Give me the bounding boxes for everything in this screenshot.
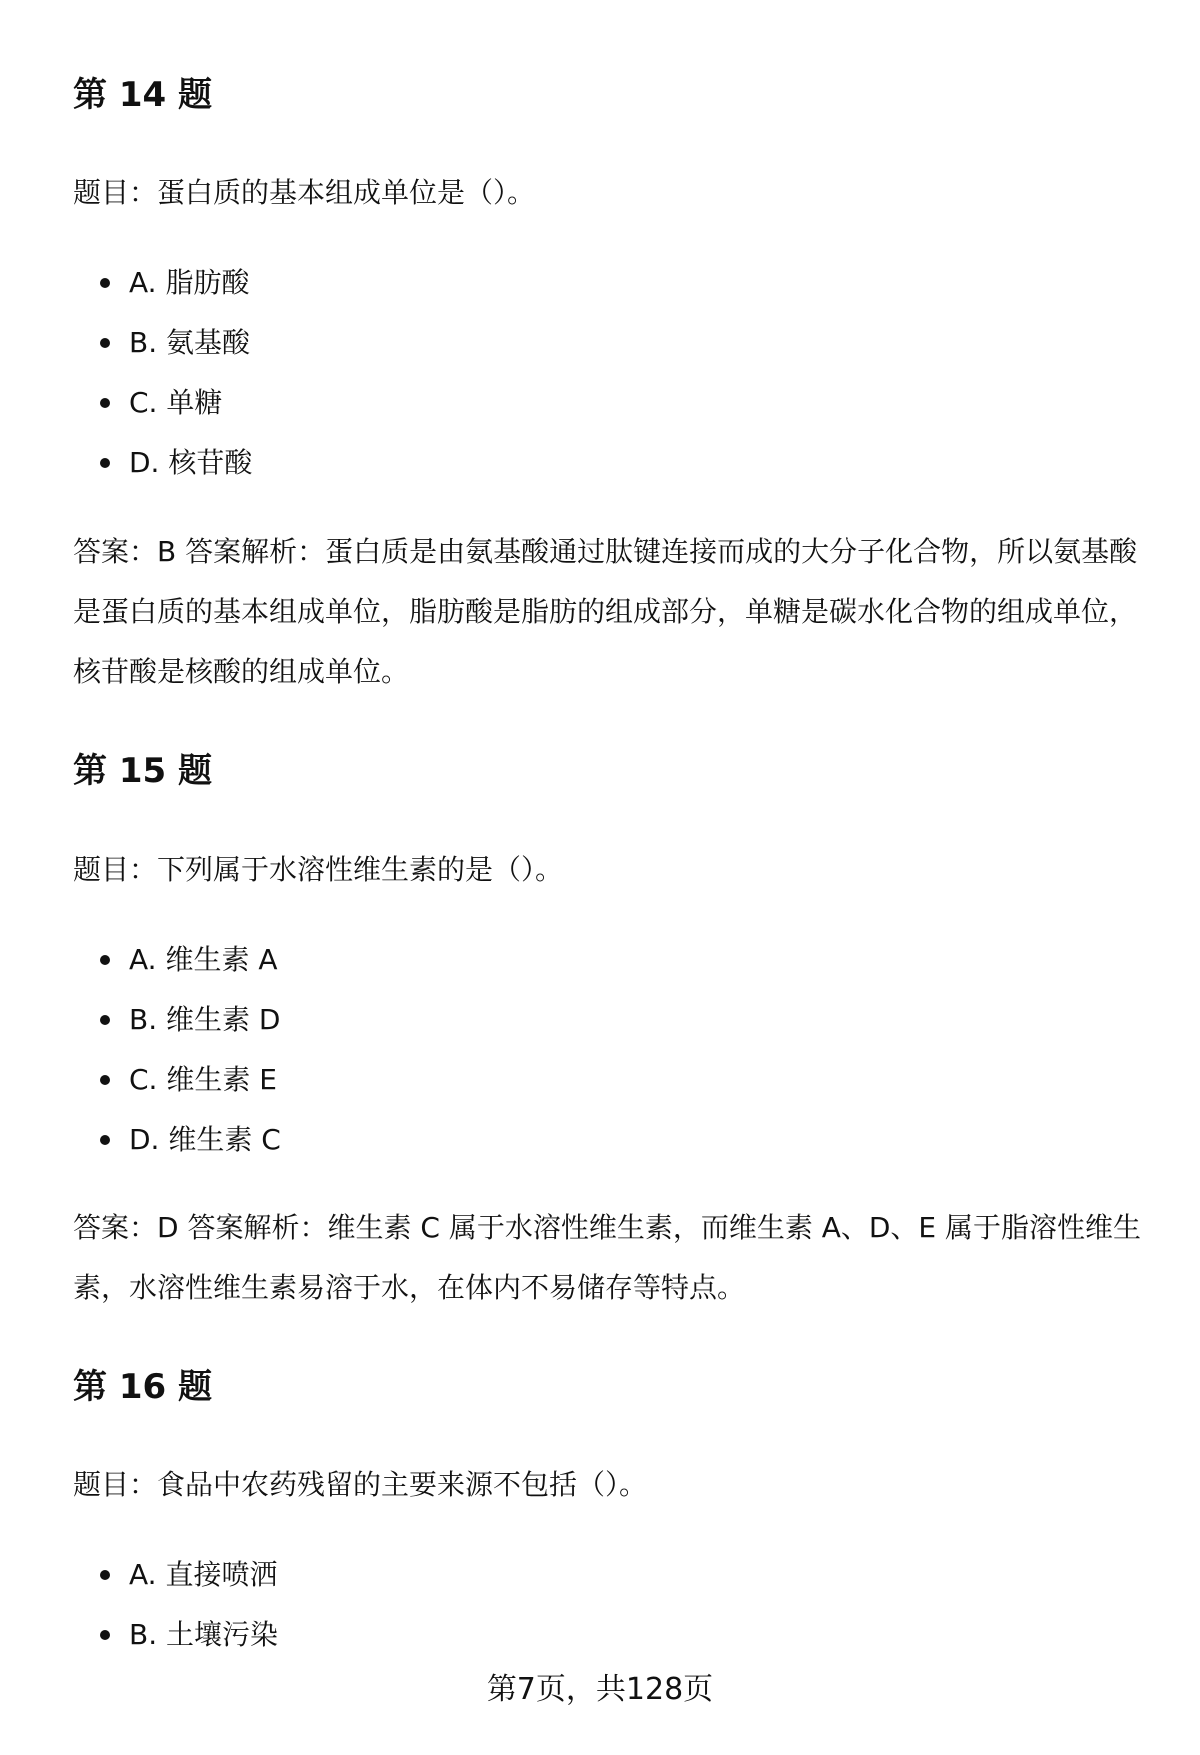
question-15-title: 第 15 题 (73, 751, 212, 791)
question-14-stem: 题目：蛋白质的基本组成单位是（）。 (73, 176, 536, 209)
option-c (73, 373, 252, 433)
option-label: B. 氨基酸 (129, 326, 251, 359)
option-label: C. 维生素 E (129, 1063, 277, 1096)
bullet-icon (100, 278, 110, 288)
question-16-options (73, 1545, 278, 1665)
bullet-icon (100, 1570, 110, 1580)
question-14-title: 第 14 题 (73, 75, 212, 115)
bullet-icon (100, 1630, 110, 1640)
question-14-answer: 答案：B 答案解析：蛋白质是由氨基酸通过肽键连接而成的大分子化合物，所以氨基酸是蛋白质的基本组成单位，脂肪酸是脂肪的组成部分，单糖是碳水化合物的组成单位，核苷酸是核酸的组成单位。 (73, 535, 1138, 688)
page-number: 第7页，共128页 (486, 1672, 714, 1707)
bullet-icon (100, 955, 110, 965)
option-a (73, 253, 252, 313)
option-a (73, 930, 281, 990)
option-a (73, 1545, 278, 1605)
option-label: B. 维生素 D (129, 1003, 281, 1036)
bullet-icon (100, 1075, 110, 1085)
bullet-icon (100, 1015, 110, 1025)
option-b (73, 313, 252, 373)
bullet-icon (100, 1135, 110, 1145)
option-label: D. 维生素 C (129, 1123, 281, 1156)
question-16-title: 第 16 题 (73, 1367, 212, 1407)
bullet-icon (100, 338, 110, 348)
question-15-options (73, 930, 281, 1170)
option-label: C. 单糖 (129, 386, 223, 419)
bullet-icon (100, 398, 110, 408)
option-c (73, 1050, 281, 1110)
option-label: D. 核苷酸 (129, 446, 253, 479)
question-14-options (73, 253, 252, 493)
question-15-answer: 答案：D 答案解析：维生素 C 属于水溶性维生素，而维生素 A、D、E 属于脂溶性维生素，水溶性维生素易溶于水，在体内不易储存等特点。 (73, 1211, 1142, 1304)
question-16-stem: 题目：食品中农药残留的主要来源不包括（）。 (73, 1468, 648, 1501)
bullet-icon (100, 458, 110, 468)
option-label: B. 土壤污染 (129, 1618, 279, 1651)
option-label: A. 维生素 A (129, 943, 278, 976)
option-label: A. 直接喷洒 (129, 1558, 278, 1591)
option-d (73, 1110, 281, 1170)
option-b (73, 1605, 278, 1665)
option-label: A. 脂肪酸 (129, 266, 250, 299)
question-15-stem: 题目：下列属于水溶性维生素的是（）。 (73, 853, 564, 886)
option-d (73, 433, 252, 493)
option-b (73, 990, 281, 1050)
